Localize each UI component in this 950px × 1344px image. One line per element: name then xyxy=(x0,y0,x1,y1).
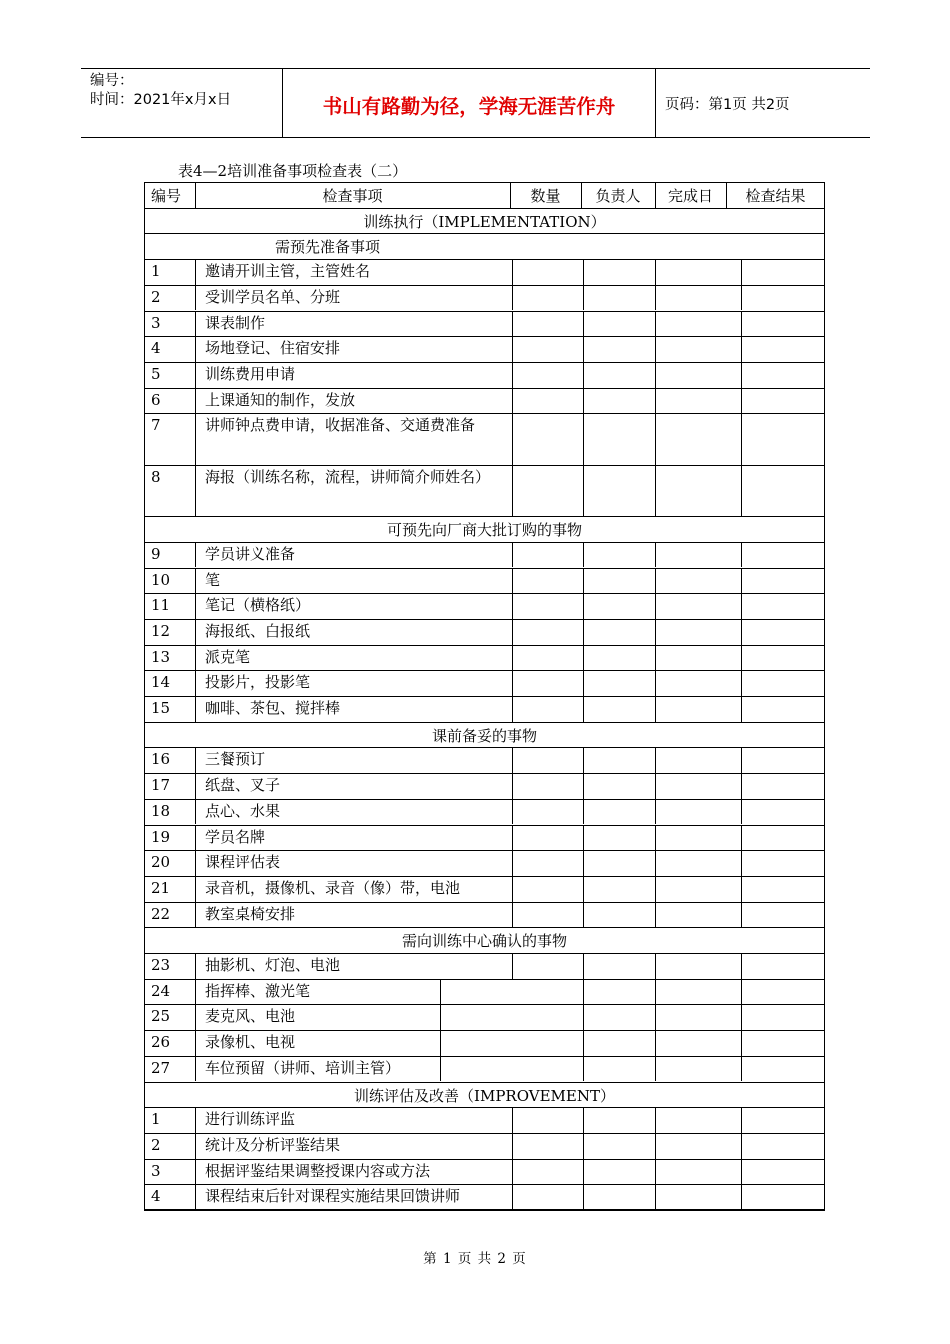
column-divider xyxy=(583,645,584,671)
group-title: 训练评估及改善（IMPROVEMENT） xyxy=(354,1086,615,1105)
column-divider xyxy=(512,747,513,773)
column-divider xyxy=(655,1004,656,1030)
check-item: 投影片，投影笔 xyxy=(205,673,311,692)
column-divider xyxy=(195,465,196,516)
column-divider xyxy=(741,619,742,645)
column-divider xyxy=(741,336,742,362)
column-divider xyxy=(583,1004,584,1030)
column-divider xyxy=(195,953,196,979)
row-number: 3 xyxy=(151,1161,161,1180)
row-number: 1 xyxy=(151,1110,161,1129)
check-item: 海报纸、白报纸 xyxy=(205,621,311,640)
column-divider xyxy=(655,1133,656,1159)
column-divider xyxy=(655,645,656,671)
column-divider xyxy=(195,182,196,208)
column-divider xyxy=(583,542,584,568)
column-divider xyxy=(195,593,196,619)
check-item: 场地登记、住宿安排 xyxy=(205,339,341,358)
row-number: 18 xyxy=(151,801,171,820)
column-divider xyxy=(655,747,656,773)
column-divider xyxy=(583,979,584,1005)
check-item: 上课通知的制作，发放 xyxy=(205,390,356,409)
column-divider xyxy=(655,670,656,696)
date-label: 时间：2021年x月x日 xyxy=(90,92,232,108)
column-divider xyxy=(512,285,513,311)
row-number: 8 xyxy=(151,467,161,486)
column-divider xyxy=(512,876,513,902)
column-divider xyxy=(655,979,656,1005)
row-divider xyxy=(144,927,825,928)
column-divider xyxy=(583,953,584,979)
column-divider xyxy=(583,799,584,825)
row-divider xyxy=(144,1210,825,1211)
column-divider xyxy=(512,953,513,979)
check-item: 受训学员名单、分班 xyxy=(205,287,341,306)
row-number: 21 xyxy=(151,878,171,897)
column-divider xyxy=(741,747,742,773)
check-item: 纸盘、叉子 xyxy=(205,776,281,795)
column-divider xyxy=(583,1184,584,1210)
column-divider xyxy=(655,182,656,208)
column-divider xyxy=(583,362,584,388)
column-divider xyxy=(741,825,742,851)
column-divider xyxy=(655,696,656,722)
table-caption: 表4—2培训准备事项检查表（二） xyxy=(178,162,408,180)
column-divider xyxy=(655,465,656,516)
column-divider xyxy=(195,799,196,825)
column-divider xyxy=(195,1056,196,1082)
column-divider xyxy=(583,1159,584,1185)
column-divider xyxy=(512,902,513,928)
row-number: 16 xyxy=(151,750,171,769)
column-divider xyxy=(195,542,196,568)
column-divider xyxy=(195,876,196,902)
column-divider xyxy=(195,362,196,388)
column-divider xyxy=(195,1004,196,1030)
column-divider xyxy=(726,182,727,208)
check-item: 抽影机、灯泡、电池 xyxy=(205,956,341,974)
column-divider xyxy=(741,1107,742,1133)
row-divider xyxy=(144,208,825,209)
row-number: 27 xyxy=(151,1058,171,1077)
column-divider xyxy=(512,670,513,696)
check-item: 派克笔 xyxy=(205,647,251,666)
column-divider xyxy=(583,1133,584,1159)
group-title: 可预先向厂商大批订购的事物 xyxy=(386,521,582,540)
page-header xyxy=(81,68,870,138)
column-divider xyxy=(655,336,656,362)
check-item: 课程评估表 xyxy=(205,853,281,872)
row-number: 26 xyxy=(151,1033,171,1052)
column-divider xyxy=(512,825,513,851)
column-divider xyxy=(655,825,656,851)
column-divider xyxy=(583,1056,584,1082)
row-number: 19 xyxy=(151,827,171,846)
column-divider xyxy=(741,1056,742,1082)
check-item: 课表制作 xyxy=(205,313,266,332)
check-item: 录像机、电视 xyxy=(205,1033,296,1052)
column-divider xyxy=(741,1159,742,1185)
column-divider xyxy=(655,593,656,619)
column-divider xyxy=(440,1056,441,1082)
column-divider xyxy=(195,413,196,464)
column-divider xyxy=(655,413,656,464)
column-divider xyxy=(583,696,584,722)
column-divider xyxy=(583,285,584,311)
column-divider xyxy=(512,696,513,722)
column-divider xyxy=(655,1184,656,1210)
column-divider xyxy=(741,1004,742,1030)
column-divider xyxy=(741,773,742,799)
row-number: 5 xyxy=(151,364,161,383)
check-item: 统计及分析评鉴结果 xyxy=(205,1135,341,1154)
column-divider xyxy=(583,413,584,464)
row-number: 14 xyxy=(151,673,171,692)
column-divider xyxy=(512,413,513,464)
column-divider xyxy=(583,773,584,799)
column-divider xyxy=(741,979,742,1005)
column-header: 检查事项 xyxy=(322,187,383,205)
row-number: 10 xyxy=(151,570,171,589)
column-divider xyxy=(512,645,513,671)
column-divider xyxy=(440,1030,441,1056)
column-divider xyxy=(512,362,513,388)
row-number: 25 xyxy=(151,1007,171,1026)
row-divider xyxy=(144,516,825,517)
column-divider xyxy=(512,568,513,594)
row-number: 17 xyxy=(151,776,171,795)
column-divider xyxy=(512,259,513,285)
column-divider xyxy=(512,1107,513,1133)
row-number: 4 xyxy=(151,339,161,358)
column-divider xyxy=(741,542,742,568)
column-divider xyxy=(583,747,584,773)
check-item: 三餐预订 xyxy=(205,750,266,769)
column-divider xyxy=(655,542,656,568)
check-item: 指挥棒、激光笔 xyxy=(205,981,311,1000)
column-divider xyxy=(195,285,196,311)
column-divider xyxy=(195,825,196,851)
column-divider xyxy=(655,1056,656,1082)
column-divider xyxy=(583,619,584,645)
column-divider xyxy=(195,619,196,645)
row-number: 2 xyxy=(151,1135,161,1154)
check-item: 录音机，摄像机、录音（像）带，电池 xyxy=(205,878,461,897)
check-item: 邀请开训主管，主管姓名 xyxy=(205,262,371,281)
column-header: 负责人 xyxy=(595,187,641,205)
column-divider xyxy=(195,1030,196,1056)
column-divider xyxy=(655,362,656,388)
check-item: 笔 xyxy=(205,570,221,589)
row-divider xyxy=(144,233,825,234)
row-number: 20 xyxy=(151,853,171,872)
row-number: 13 xyxy=(151,647,171,666)
column-divider xyxy=(741,953,742,979)
row-number: 3 xyxy=(151,313,161,332)
check-item: 教室桌椅安排 xyxy=(205,904,296,923)
column-divider xyxy=(512,850,513,876)
column-divider xyxy=(741,362,742,388)
column-divider xyxy=(741,645,742,671)
column-divider xyxy=(655,388,656,414)
column-divider xyxy=(512,336,513,362)
column-divider xyxy=(741,311,742,337)
row-number: 23 xyxy=(151,956,171,974)
row-number: 2 xyxy=(151,287,161,306)
column-divider xyxy=(741,799,742,825)
column-header: 编号 xyxy=(151,187,182,205)
column-divider xyxy=(512,311,513,337)
column-divider xyxy=(741,850,742,876)
column-divider xyxy=(195,773,196,799)
column-divider xyxy=(195,902,196,928)
checklist-table xyxy=(144,182,825,1210)
check-item: 咖啡、茶包、搅拌棒 xyxy=(205,699,341,717)
column-divider xyxy=(195,696,196,722)
column-divider xyxy=(583,336,584,362)
column-divider xyxy=(655,285,656,311)
column-divider xyxy=(512,773,513,799)
column-divider xyxy=(195,850,196,876)
check-item: 笔记（横格纸） xyxy=(205,596,311,615)
check-item: 进行训练评监 xyxy=(205,1110,296,1129)
row-divider xyxy=(144,722,825,723)
column-divider xyxy=(655,619,656,645)
column-divider xyxy=(195,388,196,414)
column-header: 检查结果 xyxy=(745,187,806,205)
row-number: 15 xyxy=(151,699,171,717)
column-divider xyxy=(512,465,513,516)
column-header: 完成日 xyxy=(667,187,713,205)
column-divider xyxy=(655,850,656,876)
group-title: 课前备妥的事物 xyxy=(431,726,537,745)
column-divider xyxy=(512,799,513,825)
column-divider xyxy=(741,1184,742,1210)
column-divider xyxy=(655,799,656,825)
column-divider xyxy=(440,1004,441,1030)
column-divider xyxy=(741,876,742,902)
check-item: 训练费用申请 xyxy=(205,364,296,383)
column-divider xyxy=(655,259,656,285)
column-divider xyxy=(583,465,584,516)
column-divider xyxy=(583,593,584,619)
column-divider xyxy=(655,1159,656,1185)
check-item: 讲师钟点费申请，收据准备、交通费准备 xyxy=(205,416,476,435)
row-number: 4 xyxy=(151,1187,161,1206)
column-divider xyxy=(583,311,584,337)
row-number: 12 xyxy=(151,621,171,640)
column-divider xyxy=(655,773,656,799)
column-divider xyxy=(195,645,196,671)
column-divider xyxy=(512,1184,513,1210)
column-divider xyxy=(195,670,196,696)
column-divider xyxy=(512,1133,513,1159)
column-divider xyxy=(512,1159,513,1185)
check-item: 学员讲义准备 xyxy=(205,544,296,563)
column-divider xyxy=(512,542,513,568)
column-header: 数量 xyxy=(530,187,561,205)
column-divider xyxy=(741,1133,742,1159)
column-divider xyxy=(583,388,584,414)
column-divider xyxy=(741,413,742,464)
header-left xyxy=(90,72,231,110)
row-number: 24 xyxy=(151,981,171,1000)
row-number: 22 xyxy=(151,904,171,923)
column-divider xyxy=(655,1107,656,1133)
column-divider xyxy=(741,593,742,619)
column-divider xyxy=(655,876,656,902)
check-item: 麦克风、电池 xyxy=(205,1007,296,1026)
row-number: 11 xyxy=(151,596,171,615)
column-divider xyxy=(741,696,742,722)
column-divider xyxy=(195,311,196,337)
page-footer: 第 1 页 共 2 页 xyxy=(423,1251,527,1267)
column-divider xyxy=(512,388,513,414)
row-number: 1 xyxy=(151,262,161,281)
header-divider xyxy=(655,69,656,137)
column-divider xyxy=(655,1030,656,1056)
column-divider xyxy=(741,388,742,414)
column-divider xyxy=(195,1133,196,1159)
column-divider xyxy=(583,670,584,696)
column-divider xyxy=(512,593,513,619)
column-divider xyxy=(195,568,196,594)
column-divider xyxy=(583,1107,584,1133)
check-item: 学员名牌 xyxy=(205,827,266,846)
number-label: 编号： xyxy=(90,73,134,89)
header-page-number: 页码：第1页 共2页 xyxy=(665,97,790,113)
check-item: 根据评鉴结果调整授课内容或方法 xyxy=(205,1161,431,1180)
column-divider xyxy=(741,285,742,311)
column-divider xyxy=(195,747,196,773)
row-number: 9 xyxy=(151,544,161,563)
column-divider xyxy=(195,1159,196,1185)
group-title: 需向训练中心确认的事物 xyxy=(401,932,567,951)
column-divider xyxy=(512,619,513,645)
column-divider xyxy=(583,825,584,851)
column-divider xyxy=(655,953,656,979)
column-divider xyxy=(741,1030,742,1056)
column-divider xyxy=(655,568,656,594)
group-title: 需预先准备事项 xyxy=(275,238,381,257)
column-divider xyxy=(510,182,511,208)
column-divider xyxy=(655,311,656,337)
column-divider xyxy=(583,902,584,928)
column-divider xyxy=(583,850,584,876)
column-divider xyxy=(583,259,584,285)
check-item: 课程结束后针对课程实施结果回馈讲师 xyxy=(205,1187,461,1206)
column-divider xyxy=(655,902,656,928)
column-divider xyxy=(195,336,196,362)
column-divider xyxy=(741,465,742,516)
column-divider xyxy=(741,568,742,594)
column-divider xyxy=(195,259,196,285)
column-divider xyxy=(195,1184,196,1210)
column-divider xyxy=(440,979,441,1005)
column-divider xyxy=(195,1107,196,1133)
row-number: 6 xyxy=(151,390,161,409)
column-divider xyxy=(583,1030,584,1056)
header-motto: 书山有路勤为径，学海无涯苦作舟 xyxy=(322,95,616,118)
row-number: 7 xyxy=(151,416,161,435)
check-item: 海报（训练名称，流程，讲师简介师姓名） xyxy=(205,467,491,486)
column-divider xyxy=(195,979,196,1005)
row-divider xyxy=(144,1082,825,1083)
check-item: 车位预留（讲师、培训主管） xyxy=(205,1058,401,1077)
column-divider xyxy=(741,670,742,696)
column-divider xyxy=(741,259,742,285)
column-divider xyxy=(583,876,584,902)
column-divider xyxy=(741,902,742,928)
column-divider xyxy=(581,182,582,208)
section-title: 训练执行（IMPLEMENTATION） xyxy=(363,212,606,231)
check-item: 点心、水果 xyxy=(205,801,281,820)
column-divider xyxy=(583,568,584,594)
